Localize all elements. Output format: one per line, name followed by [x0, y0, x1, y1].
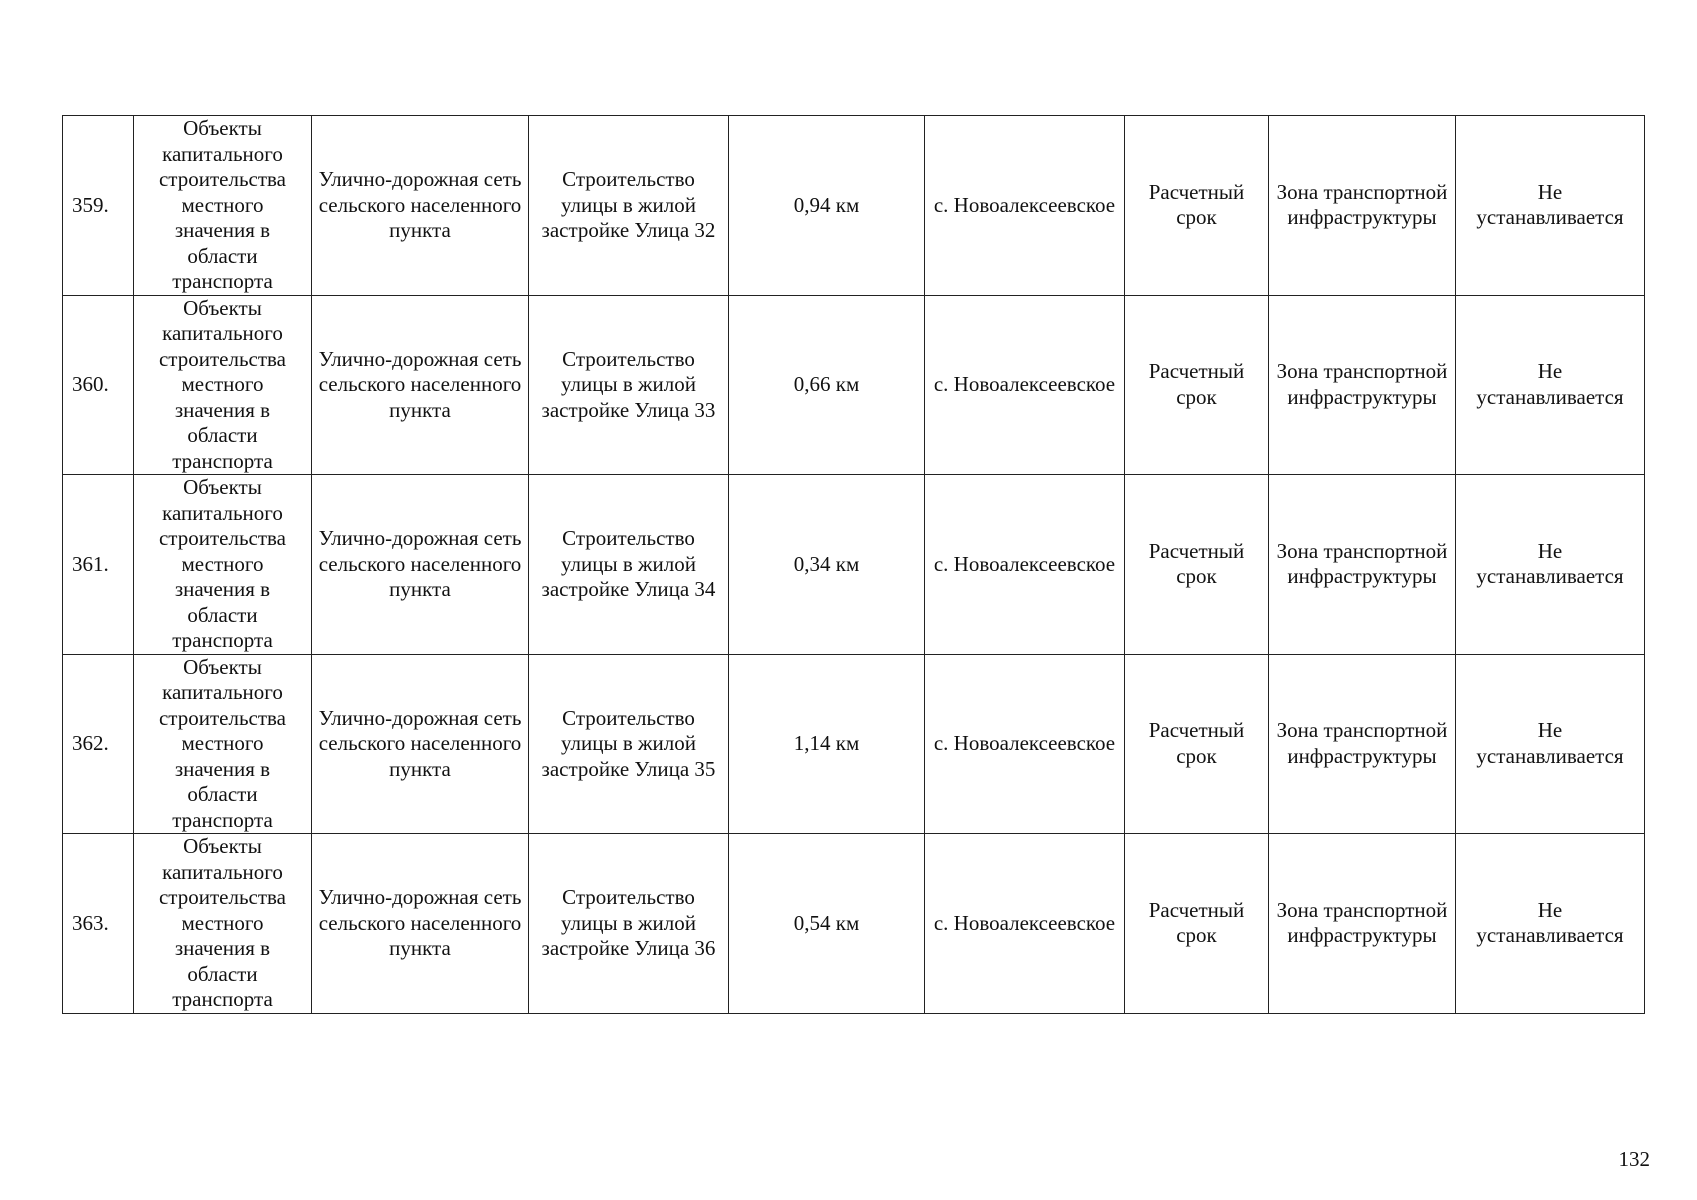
object-restriction: Не устанавливается [1456, 834, 1645, 1014]
object-category: Объекты капитального строительства местного значения в области транспорта [134, 834, 312, 1014]
object-length: 0,66 км [729, 295, 925, 475]
object-length: 0,94 км [729, 116, 925, 296]
object-name: Строительство улицы в жилой застройке Улица 32 [529, 116, 729, 296]
table-row [63, 475, 1645, 655]
object-name: Строительство улицы в жилой застройке Улица 33 [529, 295, 729, 475]
object-restriction: Не устанавливается [1456, 475, 1645, 655]
object-type: Улично-дорожная сеть сельского населенного пункта [312, 834, 529, 1014]
object-location: с. Новоалексеевское [925, 295, 1125, 475]
object-term: Расчетный срок [1125, 295, 1269, 475]
object-term: Расчетный срок [1125, 654, 1269, 834]
object-term: Расчетный срок [1125, 475, 1269, 655]
object-zone: Зона транспортной инфраструктуры [1269, 475, 1456, 655]
object-category: Объекты капитального строительства местного значения в области транспорта [134, 295, 312, 475]
object-category: Объекты капитального строительства местного значения в области транспорта [134, 654, 312, 834]
objects-table [62, 115, 1645, 1014]
object-zone: Зона транспортной инфраструктуры [1269, 654, 1456, 834]
page-number: 132 [1618, 1147, 1650, 1171]
object-type: Улично-дорожная сеть сельского населенного пункта [312, 475, 529, 655]
object-length: 1,14 км [729, 654, 925, 834]
object-name: Строительство улицы в жилой застройке Улица 34 [529, 475, 729, 655]
row-number: 361. [63, 475, 134, 655]
object-term: Расчетный срок [1125, 834, 1269, 1014]
object-location: с. Новоалексеевское [925, 654, 1125, 834]
object-zone: Зона транспортной инфраструктуры [1269, 295, 1456, 475]
object-restriction: Не устанавливается [1456, 654, 1645, 834]
row-number: 360. [63, 295, 134, 475]
object-type: Улично-дорожная сеть сельского населенного пункта [312, 295, 529, 475]
table-row [63, 295, 1645, 475]
table-row [63, 654, 1645, 834]
row-number: 359. [63, 116, 134, 296]
object-zone: Зона транспортной инфраструктуры [1269, 116, 1456, 296]
object-type: Улично-дорожная сеть сельского населенного пункта [312, 116, 529, 296]
object-location: с. Новоалексеевское [925, 116, 1125, 296]
object-length: 0,34 км [729, 475, 925, 655]
row-number: 363. [63, 834, 134, 1014]
row-number: 362. [63, 654, 134, 834]
object-location: с. Новоалексеевское [925, 475, 1125, 655]
object-category: Объекты капитального строительства местного значения в области транспорта [134, 116, 312, 296]
object-restriction: Не устанавливается [1456, 116, 1645, 296]
object-name: Строительство улицы в жилой застройке Улица 36 [529, 834, 729, 1014]
object-name: Строительство улицы в жилой застройке Улица 35 [529, 654, 729, 834]
object-location: с. Новоалексеевское [925, 834, 1125, 1014]
object-term: Расчетный срок [1125, 116, 1269, 296]
object-type: Улично-дорожная сеть сельского населенного пункта [312, 654, 529, 834]
table-row [63, 834, 1645, 1014]
table-row [63, 116, 1645, 296]
object-category: Объекты капитального строительства местного значения в области транспорта [134, 475, 312, 655]
object-zone: Зона транспортной инфраструктуры [1269, 834, 1456, 1014]
object-length: 0,54 км [729, 834, 925, 1014]
object-restriction: Не устанавливается [1456, 295, 1645, 475]
